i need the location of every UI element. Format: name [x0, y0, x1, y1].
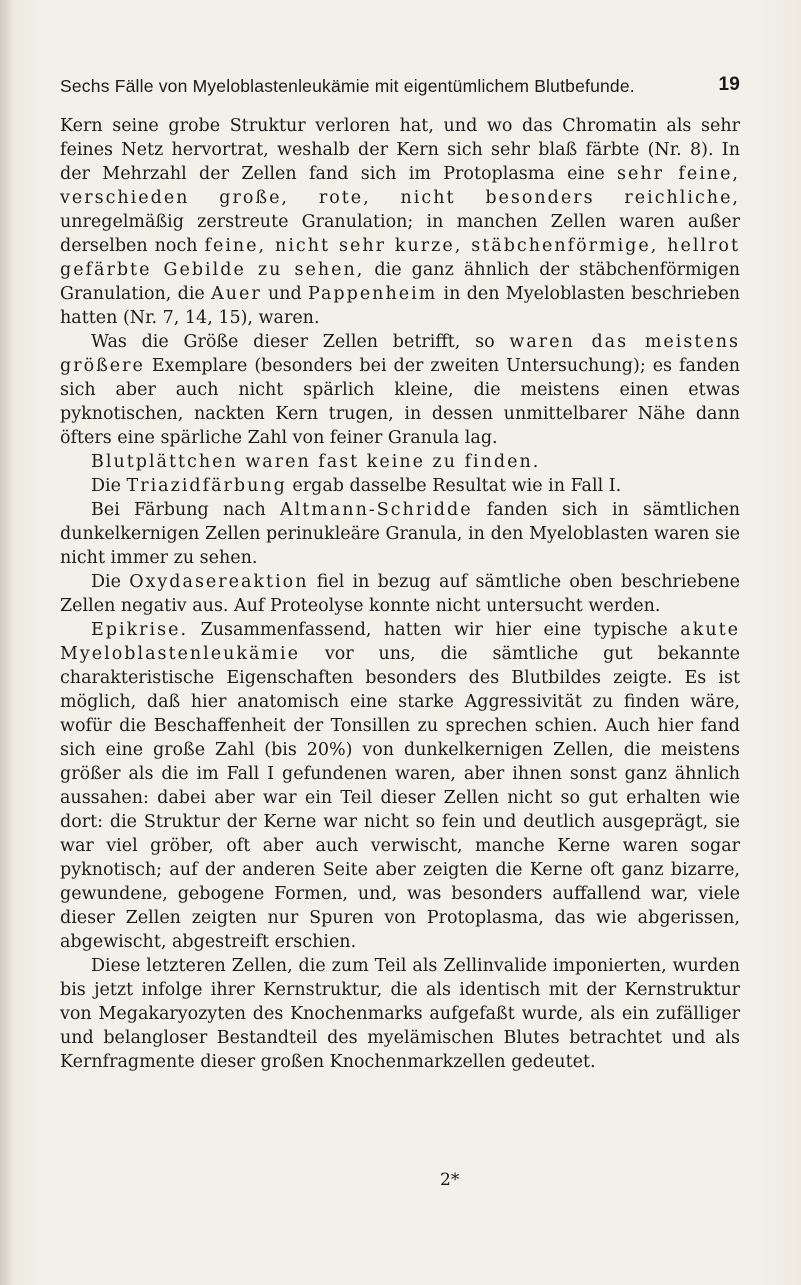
text-run: in den Myeloblasten beschrieben hatten (Nr. 7, 14, 15), waren. — [60, 284, 740, 328]
text-run: Bei Färbung nach — [91, 500, 281, 520]
text-run: die ganz ähnlich der stäbchenförmigen Granulation, die — [60, 260, 740, 304]
paragraph-6 — [60, 570, 740, 618]
emphasized-text: feine, nicht sehr kurze, stäbchenförmige, hellrot gefärbte Gebilde zu sehen, — [60, 236, 740, 280]
running-head-title: Sechs Fälle von Myeloblastenleukämie mit eigentümlichem Blutbefunde. — [60, 76, 635, 96]
text-run: Diese letzteren Zellen, die zum Teil als Zellinvalide imponierten, wurden bis jetzt infolge ihrer Kernstruktur, die als identisch mit der Kernstruktur von Megakaryozyten des Knochenmarks aufgefaßt wurde, als ein zufälliger und belangloser Bestandteil des myelämischen Blutes betrachtet und als Kernfragmente dieser großen Knochenmarkzellen gedeutet. — [60, 956, 740, 1072]
page-gutter-shadow — [0, 0, 14, 1285]
paragraph-4 — [60, 474, 740, 498]
emphasized-text: Pappenheim — [308, 284, 438, 304]
page-number: 19 — [718, 74, 740, 95]
text-run: Kern seine grobe Struktur verloren hat, und wo das Chromatin als sehr feines Netz hervortrat, weshalb der Kern sich sehr blaß färbte (Nr. 8). In der Mehrzahl der Zellen fand sich im Protoplasma eine — [60, 116, 740, 184]
text-run: Exemplare (besonders bei der zweiten Untersuchung); es fanden sich aber auch nicht spärlich kleine, die meistens einen etwas pyknotischen, nackten Kern trugen, in dessen unmittelbarer Nähe dann öfters eine spärliche Zahl von feiner Granula lag. — [60, 356, 740, 448]
text-run: unregelmäßig zerstreute Granulation; in manchen Zellen waren außer derselben noch — [60, 212, 740, 256]
paragraph-8 — [60, 954, 740, 1074]
running-head — [60, 76, 740, 102]
paragraph-3 — [60, 450, 740, 474]
emphasized-text: Blutplättchen waren fast keine zu finden. — [91, 452, 541, 472]
text-run: Zusammenfassend, hatten wir hier eine typische — [188, 620, 681, 640]
text-run: und — [261, 284, 308, 304]
text-run: vor uns, die sämtliche gut bekannte charakteristische Eigenschaften besonders des Blutbildes zeigte. Es ist möglich, daß hier anatomisch eine starke Aggressivität zu finden wäre, wofür die Beschaffenheit der Tonsillen zu sprechen schien. Auch hier fand sich eine große Zahl (bis 20%) von dunkelkernigen Zellen, die meistens größer als die im Fall I gefundenen waren, aber ihnen sonst ganz ähnlich aussahen: dabei aber war ein Teil dieser Zellen nicht so gut erhalten wie dort: die Struktur der Kerne war nicht so fein und deutlich ausgeprägt, sie war viel gröber, oft aber auch verwischt, manche Kerne waren sogar pyknotisch; auf der anderen Seite aber zeigten die Kerne oft ganz bizarre, gewundene, gebogene Formen, und, was besonders auffallend war, viele dieser Zellen zeigten nur Spuren von Protoplasma, das wie abgerissen, abgewischt, abgestreift erschien. — [60, 644, 740, 952]
body-text — [60, 114, 740, 1074]
text-run: fanden sich in sämtlichen dunkelkernigen Zellen perinukleäre Granula, in den Myeloblasten waren sie nicht immer zu sehen. — [60, 500, 740, 568]
paragraph-1 — [60, 114, 740, 330]
text-run: Was die Größe dieser Zellen betrifft, so — [91, 332, 510, 352]
emphasized-text: Auer — [211, 284, 262, 304]
paragraph-7 — [60, 618, 740, 954]
sheet-signature: 2* — [440, 1170, 460, 1190]
emphasized-text: Altmann-Schridde — [280, 500, 473, 520]
emphasized-text: waren das meistens größere — [60, 332, 740, 376]
emphasized-text: Oxydasereaktion — [129, 572, 309, 592]
text-run: fiel in bezug auf sämtliche oben beschriebene Zellen negativ aus. Auf Proteolyse konnte nicht untersucht werden. — [60, 572, 741, 616]
emphasized-text: sehr feine, verschieden große, rote, nicht besonders reichliche, — [60, 164, 740, 208]
emphasized-text: Epikrise. — [91, 620, 189, 640]
paragraph-5 — [60, 498, 740, 570]
text-run: ergab dasselbe Resultat wie in Fall I. — [286, 476, 622, 496]
text-run: Die — [91, 572, 130, 592]
emphasized-text: Triazidfärbung — [126, 476, 287, 496]
emphasized-text: akute Myeloblastenleukämie — [60, 620, 740, 664]
text-run: Die — [91, 476, 127, 496]
paragraph-2 — [60, 330, 740, 450]
